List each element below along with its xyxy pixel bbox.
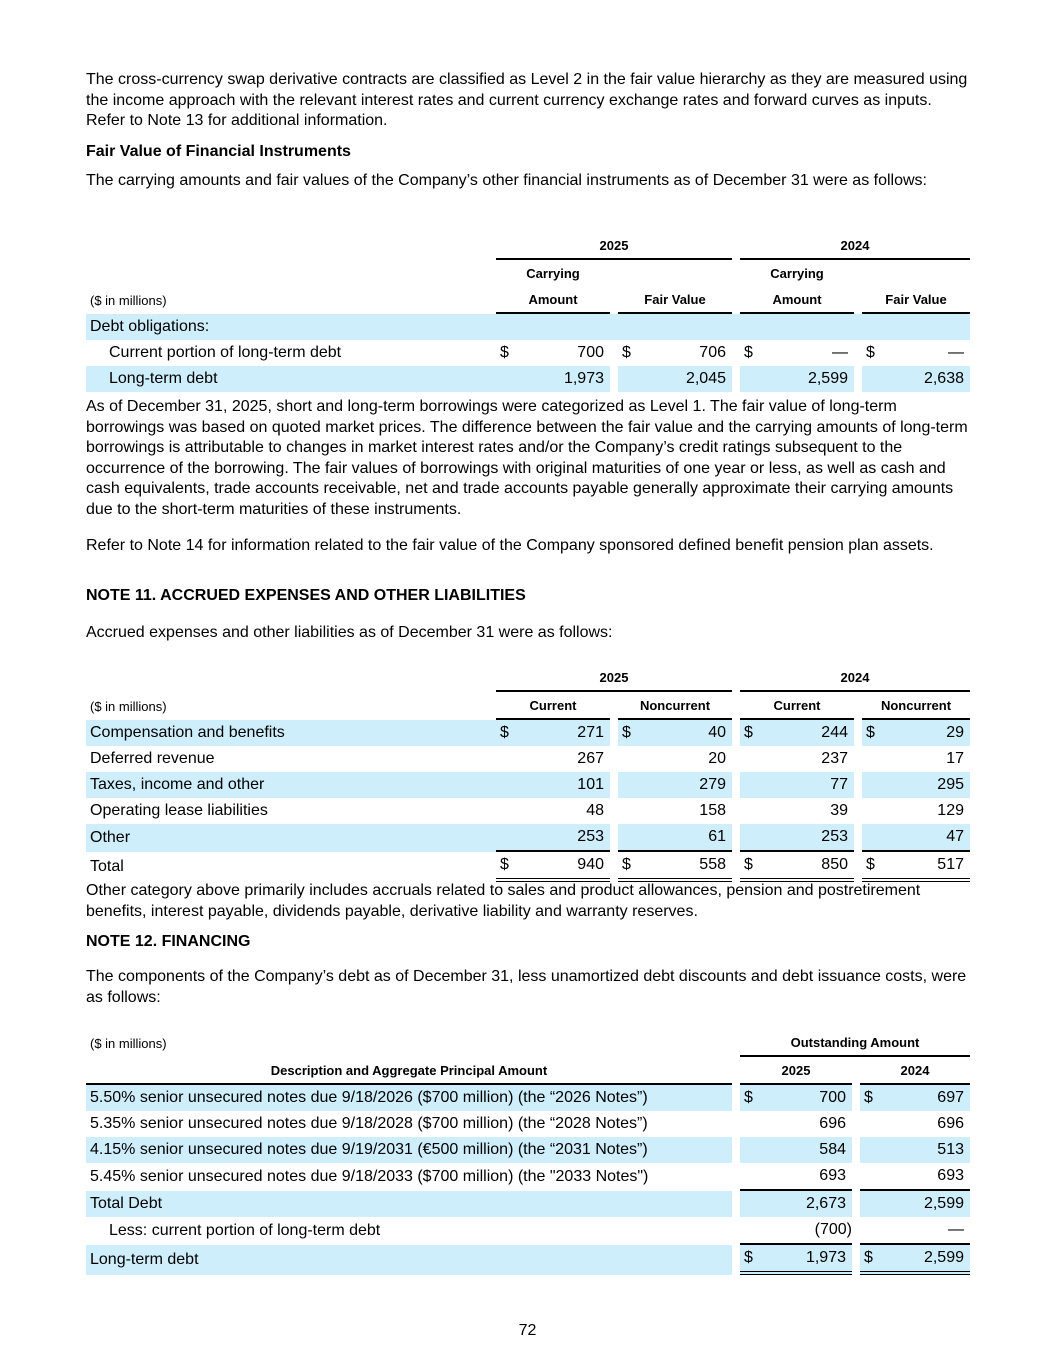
borrowings-paragraph: As of December 31, 2025, short and long-term borrowings were categorized as Level 1. The fair value of long-term borrowings was based on quoted market prices. The difference between the fair value and the carrying amounts of long-term borrowings is attributable to changes in market interest rates and/or the Company’s credit ratings subsequent to the occurrence of the borrowing. The fair values of borrowings with original maturities of one year or less, as well as cash and cash equivalents, trade accounts receivable, net and trade accounts payable generally approximate their carrying amounts due to the short-term maturities of these instruments. [86, 398, 968, 518]
col-header: Amount [496, 286, 610, 314]
units-label: ($ in millions) [90, 292, 167, 308]
table-row: 5.35% senior unsecured notes due 9/18/2028 ($700 million) (the “2028 Notes”) 696 696 [90, 1115, 964, 1132]
fair-value-intro: The carrying amounts and fair values of the Company’s other financial instruments as of December 31 were as follows: [86, 172, 927, 189]
col-header: Fair Value [618, 286, 732, 314]
year-header-2025: 2025 [496, 664, 732, 692]
table-row: 4.15% senior unsecured notes due 9/19/2031 (€500 million) (the “2031 Notes”) 584 513 [86, 1137, 970, 1163]
table-row: Deferred revenue 267 20 237 17 [90, 750, 964, 767]
units-label: ($ in millions) [90, 698, 167, 714]
col-line1: Carrying [770, 265, 824, 281]
year-header-2025: 2025 [740, 1057, 852, 1085]
table-row: 5.50% senior unsecured notes due 9/18/2026 ($700 million) (the “2026 Notes”) $ 700 $ 697 [86, 1085, 970, 1111]
description-header: Description and Aggregate Principal Amount [86, 1057, 732, 1085]
table-row: Current portion of long-term debt $ 700 $ 706 $ — $ — [109, 344, 964, 361]
total-row: Total $ 940 $ 558 $ 850 $ 517 [86, 852, 970, 882]
intro-paragraph: The cross-currency swap derivative contracts are classified as Level 2 in the fair value hierarchy as they are measured using the income approach with the relevant interest rates and current currency exchange rates and forward curves as inputs. Refer to Note 13 for additional information. [86, 71, 968, 129]
note11-heading: NOTE 11. ACCRUED EXPENSES AND OTHER LIABILITIES [86, 587, 526, 604]
less-current-row: Less: current portion of long-term debt (700) — [86, 1217, 970, 1245]
other-category-paragraph: Other category above primarily includes accruals related to sales and product allowances, pension and postretirement benefits, interest payable, dividends payable, derivative liability and warranty reserves. [86, 882, 921, 920]
fair-value-heading: Fair Value of Financial Instruments [86, 143, 351, 160]
col-header: Current [740, 692, 854, 720]
section-label: Debt obligations: [86, 314, 496, 340]
outstanding-amount-header: Outstanding Amount [740, 1029, 970, 1057]
table-row: 5.45% senior unsecured notes due 9/18/2033 ($700 million) (the "2033 Notes") 693 693 [86, 1163, 970, 1191]
page-number: 72 [518, 1322, 537, 1339]
note12-heading: NOTE 12. FINANCING [86, 933, 251, 950]
col-line1: Carrying [526, 265, 580, 281]
table-row: Taxes, income and other 101 279 77 295 [86, 772, 970, 798]
col-header: Fair Value [862, 286, 970, 314]
col-header: Amount [740, 286, 854, 314]
total-debt-row: Total Debt 2,673 2,599 [86, 1191, 970, 1217]
table-row: Operating lease liabilities 48 158 39 129 [90, 802, 964, 819]
table-row: Long-term debt 1,973 2,045 2,599 2,638 [86, 366, 970, 392]
note11-intro: Accrued expenses and other liabilities as of December 31 were as follows: [86, 624, 613, 641]
note12-intro: The components of the Company’s debt as of December 31, less unamortized debt discounts and debt issuance costs, were as follows: [86, 968, 967, 1006]
year-header-2025: 2025 [496, 232, 732, 260]
col-header: Current [496, 692, 610, 720]
table-row: Compensation and benefits $ 271 $ 40 $ 244 $ 29 [86, 720, 970, 746]
long-term-debt-row: Long-term debt $ 1,973 $ 2,599 [86, 1245, 970, 1275]
debt-components-table [86, 1029, 970, 1275]
year-header-2024: 2024 [740, 664, 970, 692]
fair-value-table [86, 232, 970, 392]
units-label: ($ in millions) [90, 1035, 167, 1051]
year-header-2024: 2024 [740, 232, 970, 260]
pension-reference-paragraph: Refer to Note 14 for information related to the fair value of the Company sponsored defined benefit pension plan assets. [86, 537, 934, 554]
table-row: Other 253 61 253 47 [86, 824, 970, 852]
year-header-2024: 2024 [860, 1057, 970, 1085]
col-header: Noncurrent [862, 692, 970, 720]
col-header: Noncurrent [618, 692, 732, 720]
table-section-row [86, 314, 970, 340]
accrued-expenses-table [86, 664, 970, 882]
